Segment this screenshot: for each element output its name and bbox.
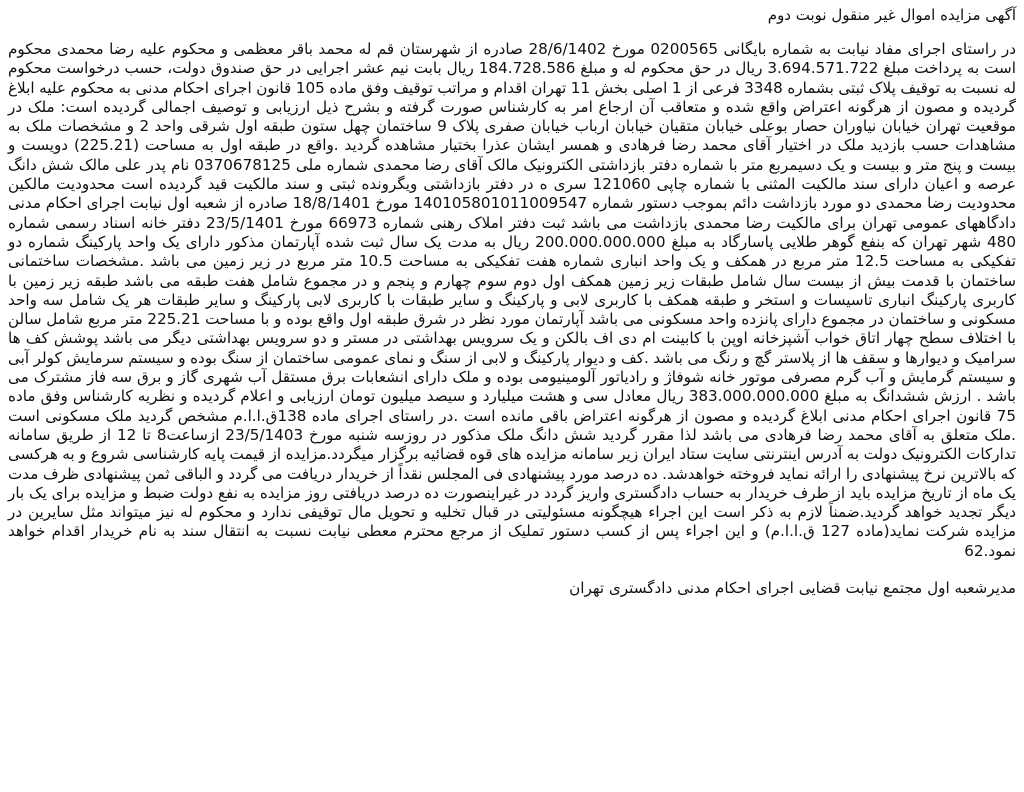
notice-title: آگهی مزایده اموال غیر منقول نوبت دوم	[767, 6, 1016, 24]
notice-body: در راستای اجرای مفاد نیابت به شماره بایگانی 0200565 مورخ 28/6/1402 صادره از شهرستان قم له محمد باقر معظمی و محکوم علیه رضا محمدی محکوم است به پرداخت مبلغ 3.694.571.722 ریال در حق محکوم له و مبلغ 184.728.586 ریال بابت نیم عشر اجرایی در حق صندوق دولت، حسب درخواست محکوم له نسبت به توقیف پلاک ثبتی بشماره 3348 فرعی از 1 اصلی بخش 11 تهران اقدام و مراتب توقیف وفق ماده 105 قانون اجرای احکام مدنی به محکوم علیه ابلاغ گردیده و مصون از هرگونه اعتراض واقع شده و متعاقب آن ارجاع امر به کارشناس صورت گرفته و بشرح ذیل ارزیابی و توصیف اجمالی گردیده است: ملک در موقعیت تهران خیابان نیاوران حصار بوعلی خیابان متقیان خیابان ارباب خیابان صفری پلاک 9 ساختمان چهل ستون طبقه اول شرقی واحد 2 و مشخصات ملک به مشاهدات حسب بازدید ملک در اختیار آقای محمد رضا فرهادی و همسر ایشان عذرا بختیار مشاهده گردید .واقع در طبقه اول به مساحت (225.21) دویست و بیست و پنج متر و بیست و یک دسیمربع متر با شماره دفتر بازداشتی الکترونیک مالک آقای رضا محمدی شماره ملی 0370678125 نام پدر علی مالک شش دانگ عرصه و اعیان دارای سند مالکیت المثنی با شماره چاپی 121060 سری ه در دفتر بازداشتی ویگرونده ثبتی و سند مالکیت قید گردیده است محدودیت مالکین محدودیت رضا محمدی دو مورد بازداشت دائم بموجب دستور شماره 140105801011009547 مورخ 18/8/1401 صادره از شعبه اول نیابت اجرای احکام مدنی دادگاههای عمومی تهران برای مالکیت رضا محمدی بازداشت می باشد ثبت دفتر املاک رهنی شماره 66973 مورخ 23/5/1401 دفتر خانه اسناد رسمی شماره 480 شهر تهران که بنفع گوهر طلایی پاسارگاد به مبلغ 200.000.000.000 ریال به مدت یک سال ثبت شده آپارتمان مذکور دارای یک واحد پارکینگ شماره دو تفکیکی به مساحت 12.5 متر مربع در همکف و یک واحد انباری شماره هفت تفکیکی به مساحت 10.5 متر مربع در زیر زمین می باشد .مشخصات ساختمانی ساختمان با قدمت بیش از بیست سال شامل طبقات زیر زمین همکف اول دوم سوم چهارم و پنجم و در مجموع شامل هفت طبقه می باشد طبقه زیر زمین با کاربری پارکینگ انباری تاسیسات و استخر و طبقه همکف با کاربری لابی و پارکینگ و سایر طبقات با کاربری لابی پارکینگ و سایر طبقات هر یک شامل سه واحد مسکونی و ساختمان در مجموع دارای پانزده واحد مسکونی می باشد آپارتمان مورد نظر در شرق طبقه اول واقع بوده و با مساحت 225.21 متر مربع شامل سالن با اختلاف سطح چهار اتاق خواب آشپزخانه اوپن با کابینت ام دی اف بالکن و یک سرویس بهداشتی در مستر و دو سرویس بهداشتی دیگر می باشد پوشش کف ها سرامیک و دیوارها و سقف ها از پلاستر گچ و رنگ می باشد .کف و دیوار پارکینگ و لابی از سنگ و نمای عمومی ساختمان از سنگ بوده و سیستم سرمایش کولر آبی و سیستم گرمایش و آب گرم مصرفی موتور خانه شوفاژ و رادیاتور آلومینیومی بوده و ملک دارای انشعابات برق مستقل آب شهری گاز و برق سه فاز مشترک می باشد . ارزش ششدانگ به مبلغ 383.000.000.000 ریال معادل سی و هشت میلیارد و سیصد میلیون تومان ارزیابی و اعلام گردیده و نظریه کارشناس وفق ماده 75 قانون اجرای احکام مدنی ابلاغ گردیده و مصون از هرگونه اعتراض باقی مانده است .در راستای اجرای ماده 138ق.ا.ا.م مشخص گردید ملک مسکونی است .ملک متعلق به آقای محمد رضا فرهادی می باشد لذا مقرر گردید شش دانگ ملک مذکور در روزسه شنبه مورخ 23/5/1403 ازساعت8 تا 12 از طریق سامانه تدارکات الکترونیک دولت به آدرس اینترنتی سایت ستاد ایران زیر سامانه مزایده های قوه قضائیه برگزار میگردد.مزایده از قیمت پایه کارشناسی شروع و به هرکسی که بالاترین نرخ پیشنهادی را ارائه نماید فروخته خواهدشد. ده درصد مورد پیشنهادی فی المجلس نقداً از خریدار دریافت می گردد و الباقی ثمن پیشنهادی ظرف مدت یک ماه از تاریخ مزایده باید از طرف خریدار به حساب دادگستری واریز گردد در غیراینصورت ده درصد دریافتی روز مزایده به نفع دولت ضبط و مزایده برای یک بار دیگر تجدید خواهد گردید.ضمناً لازم به ذکر است این اجراء هیچگونه مسئولیتی در قبال تخلیه و تحویل مال توقیفی ندارد و محکوم له نیز میتواند مثل سایرین در مزایده شرکت نماید(ماده 127 ق.ا.ا.م) و این اجراء پس از کسب دستور تملیک از مرجع محترم معطی نیابت نسبت به انتقال سند به نام خریدار اقدام خواهد نمود.62	[8, 40, 1016, 560]
notice-signature: مدیرشعبه اول مجتمع نیابت قضایی اجرای احکام مدنی دادگستری تهران	[569, 579, 1016, 598]
